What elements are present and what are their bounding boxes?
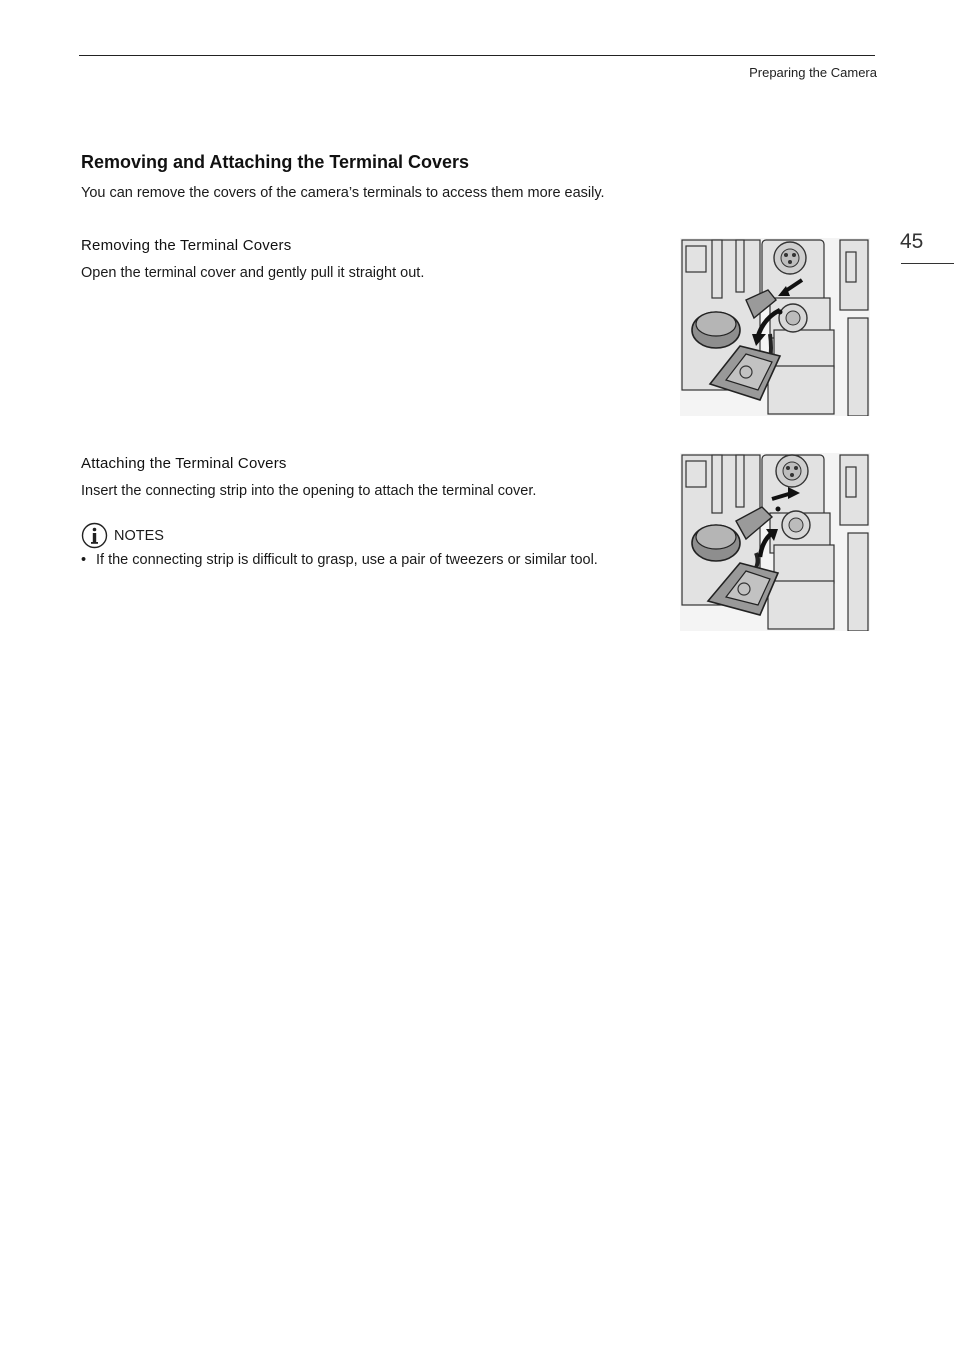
section-intro: You can remove the covers of the camera’s terminals to access them more easily. bbox=[81, 185, 605, 201]
bullet: • bbox=[81, 552, 87, 568]
camera-terminal-attach-illustration bbox=[680, 453, 870, 631]
attaching-illustration bbox=[680, 453, 870, 631]
camera-terminal-remove-illustration bbox=[680, 238, 870, 416]
notes-heading bbox=[81, 522, 164, 549]
note-item bbox=[81, 552, 598, 568]
note-item-text: If the connecting strip is difficult to grasp, use a pair of tweezers or similar tool. bbox=[96, 552, 598, 568]
attaching-instruction: Insert the connecting strip into the opening to attach the terminal cover. bbox=[81, 483, 537, 499]
removing-illustration bbox=[680, 238, 870, 416]
section-title: Removing and Attaching the Terminal Covers bbox=[81, 152, 470, 172]
page-number: 45 bbox=[900, 230, 924, 253]
running-header: Preparing the Camera bbox=[749, 65, 877, 80]
removing-instruction: Open the terminal cover and gently pull it straight out. bbox=[81, 265, 425, 281]
page-number-rule bbox=[901, 263, 954, 264]
header-rule bbox=[79, 55, 875, 56]
removing-heading: Removing the Terminal Covers bbox=[81, 237, 292, 254]
info-icon bbox=[81, 522, 108, 549]
notes-label: NOTES bbox=[114, 527, 164, 544]
attaching-heading: Attaching the Terminal Covers bbox=[81, 455, 287, 472]
